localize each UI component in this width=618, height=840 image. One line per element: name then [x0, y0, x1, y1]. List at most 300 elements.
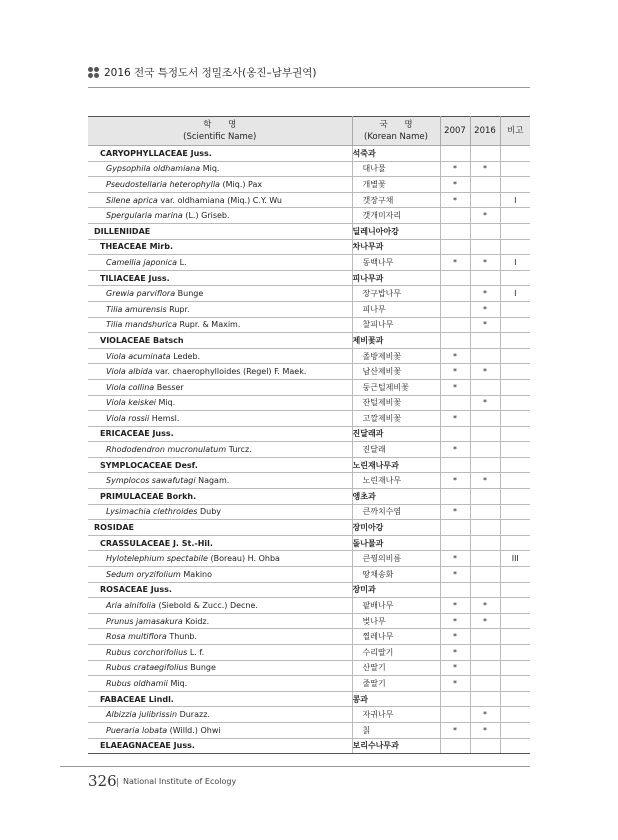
- korean-name-cell: 장구밥나무: [352, 286, 440, 302]
- species-author: Bunge: [177, 289, 204, 299]
- record-2016-cell: *: [470, 301, 500, 317]
- record-2007-cell: [440, 317, 470, 333]
- note-cell: [500, 504, 530, 520]
- species-author: Ledeb.: [173, 351, 201, 361]
- bullet-dots-icon: [88, 67, 100, 79]
- record-2007-cell: [440, 146, 470, 162]
- taxon-name: SYMPLOCACEAE Desf.: [100, 460, 198, 470]
- korean-name-cell: 큰까치수염: [352, 504, 440, 520]
- record-2007-cell: *: [440, 161, 470, 177]
- scientific-name-cell: [88, 613, 352, 629]
- species-row: [88, 567, 530, 583]
- korean-name-cell: 피나무과: [352, 270, 440, 286]
- record-2016-cell: *: [470, 255, 500, 271]
- species-row: [88, 676, 530, 692]
- scientific-name-cell: [88, 146, 352, 162]
- record-2007-cell: [440, 738, 470, 754]
- col-korean-name-ko: 국 명: [379, 120, 413, 130]
- species-binomial: Tilia amurensis: [106, 304, 167, 314]
- record-2016-cell: [470, 567, 500, 583]
- table-header-row: [88, 117, 530, 146]
- species-row: [88, 192, 530, 208]
- korean-name-cell: 졸방제비꽃: [352, 348, 440, 364]
- species-author: Rupr.: [169, 304, 190, 314]
- taxon-name: THEACEAE Mirb.: [100, 242, 173, 252]
- running-header: [88, 64, 530, 82]
- scientific-name-cell: [88, 177, 352, 193]
- korean-name-cell: 갯개미자리: [352, 208, 440, 224]
- korean-name-cell: 장미과: [352, 582, 440, 598]
- record-2007-cell: *: [440, 660, 470, 676]
- note-cell: III: [500, 551, 530, 567]
- record-2016-cell: [470, 146, 500, 162]
- family-row: [88, 333, 530, 349]
- note-cell: [500, 395, 530, 411]
- species-binomial: Silene aprica: [106, 195, 158, 205]
- korean-name-cell: 칡: [352, 722, 440, 738]
- record-2007-cell: [440, 208, 470, 224]
- species-binomial: Viola collina: [106, 382, 155, 392]
- species-binomial: Symplocos sawafutagi: [106, 476, 196, 486]
- record-2016-cell: [470, 676, 500, 692]
- record-2007-cell: *: [440, 504, 470, 520]
- korean-name-cell: 벚나무: [352, 613, 440, 629]
- scientific-name-cell: [88, 270, 352, 286]
- record-2016-cell: [470, 239, 500, 255]
- note-cell: [500, 364, 530, 380]
- record-2007-cell: *: [440, 551, 470, 567]
- record-2007-cell: [440, 457, 470, 473]
- record-2007-cell: [440, 333, 470, 349]
- scientific-name-cell: [88, 722, 352, 738]
- note-cell: [500, 598, 530, 614]
- scientific-name-cell: [88, 379, 352, 395]
- species-row: [88, 379, 530, 395]
- record-2016-cell: [470, 223, 500, 239]
- korean-name-cell: 잔털제비꽃: [352, 395, 440, 411]
- species-author: Koidz.: [185, 616, 210, 626]
- record-2007-cell: [440, 582, 470, 598]
- species-row: [88, 442, 530, 458]
- species-author: Besser: [156, 382, 184, 392]
- note-cell: [500, 379, 530, 395]
- species-author: Rupr. & Maxim.: [179, 320, 241, 330]
- species-row: [88, 286, 530, 302]
- korean-name-cell: 큰꿩의비름: [352, 551, 440, 567]
- korean-name-cell: 고깔제비꽃: [352, 411, 440, 427]
- species-row: [88, 551, 530, 567]
- family-row: [88, 457, 530, 473]
- family-row: [88, 489, 530, 505]
- scientific-name-cell: [88, 676, 352, 692]
- note-cell: I: [500, 192, 530, 208]
- scientific-name-cell: [88, 520, 352, 536]
- species-binomial: Viola keiskei: [106, 398, 156, 408]
- scientific-name-cell: [88, 364, 352, 380]
- note-cell: [500, 691, 530, 707]
- scientific-name-cell: [88, 473, 352, 489]
- record-2016-cell: [470, 520, 500, 536]
- taxon-name: CRASSULACEAE J. St.-Hil.: [100, 538, 213, 548]
- species-binomial: Viola rossii: [106, 413, 150, 423]
- record-2007-cell: *: [440, 348, 470, 364]
- species-binomial: Albizzia julibrissin: [106, 710, 178, 720]
- species-binomial: Rubus corchorifolius: [106, 647, 188, 657]
- record-2016-cell: [470, 426, 500, 442]
- korean-name-cell: 갯장구채: [352, 192, 440, 208]
- record-2016-cell: [470, 551, 500, 567]
- scientific-name-cell: [88, 317, 352, 333]
- record-2016-cell: *: [470, 722, 500, 738]
- subclass-row: [88, 223, 530, 239]
- note-cell: [500, 270, 530, 286]
- record-2016-cell: *: [470, 613, 500, 629]
- record-2016-cell: [470, 457, 500, 473]
- col-korean-name-en: (Korean Name): [364, 132, 428, 142]
- col-korean-name: [352, 117, 440, 146]
- species-binomial: Lysimachia clethroides: [106, 507, 198, 517]
- record-2007-cell: *: [440, 598, 470, 614]
- scientific-name-cell: [88, 457, 352, 473]
- species-row: [88, 161, 530, 177]
- scientific-name-cell: [88, 551, 352, 567]
- korean-name-cell: 땅채송화: [352, 567, 440, 583]
- taxon-name: FABACEAE Lindl.: [100, 694, 174, 704]
- scientific-name-cell: [88, 208, 352, 224]
- family-row: [88, 146, 530, 162]
- korean-name-cell: 산딸기: [352, 660, 440, 676]
- korean-name-cell: 찔레나무: [352, 629, 440, 645]
- species-author: Miq.: [170, 678, 188, 688]
- species-row: [88, 707, 530, 723]
- species-row: [88, 208, 530, 224]
- species-author: var. chaerophylloides (Regel) F. Maek.: [155, 367, 307, 377]
- note-cell: [500, 208, 530, 224]
- note-cell: I: [500, 255, 530, 271]
- note-cell: [500, 489, 530, 505]
- scientific-name-cell: [88, 582, 352, 598]
- korean-name-cell: 제비꽃과: [352, 333, 440, 349]
- scientific-name-cell: [88, 348, 352, 364]
- species-binomial: Tilia mandshurica: [106, 320, 177, 330]
- note-cell: [500, 146, 530, 162]
- korean-name-cell: 진달래: [352, 442, 440, 458]
- taxon-name: PRIMULACEAE Borkh.: [100, 491, 197, 501]
- note-cell: [500, 442, 530, 458]
- korean-name-cell: 장미아강: [352, 520, 440, 536]
- species-author: (Miq.) Pax: [222, 179, 263, 189]
- record-2016-cell: *: [470, 317, 500, 333]
- species-binomial: Spergularia marina: [106, 211, 183, 221]
- species-binomial: Camellia japonica: [106, 257, 178, 267]
- note-cell: [500, 520, 530, 536]
- family-row: [88, 582, 530, 598]
- record-2007-cell: *: [440, 411, 470, 427]
- species-author: Miq.: [158, 398, 176, 408]
- scientific-name-cell: [88, 707, 352, 723]
- species-binomial: Hylotelephium spectabile: [106, 554, 208, 564]
- species-row: [88, 722, 530, 738]
- species-row: [88, 473, 530, 489]
- species-binomial: Pseudostellaria heterophylla: [106, 179, 220, 189]
- record-2016-cell: *: [470, 364, 500, 380]
- korean-name-cell: 대나물: [352, 161, 440, 177]
- record-2007-cell: [440, 426, 470, 442]
- scientific-name-cell: [88, 411, 352, 427]
- footer-divider: [60, 766, 530, 767]
- note-cell: [500, 161, 530, 177]
- record-2016-cell: [470, 738, 500, 754]
- scientific-name-cell: [88, 567, 352, 583]
- species-binomial: Grewia parviflora: [106, 289, 176, 299]
- species-binomial: Rosa multiflora: [106, 632, 167, 642]
- record-2007-cell: [440, 535, 470, 551]
- species-binomial: Viola albida: [106, 367, 153, 377]
- note-cell: [500, 177, 530, 193]
- scientific-name-cell: [88, 660, 352, 676]
- scientific-name-cell: [88, 286, 352, 302]
- scientific-name-cell: [88, 489, 352, 505]
- species-author: L.: [179, 257, 187, 267]
- korean-name-cell: 수리딸기: [352, 645, 440, 661]
- record-2016-cell: *: [470, 473, 500, 489]
- scientific-name-cell: [88, 535, 352, 551]
- species-binomial: Pueraria lobata: [106, 725, 168, 735]
- record-2016-cell: [470, 411, 500, 427]
- korean-name-cell: 콩과: [352, 691, 440, 707]
- taxon-name: ELAEAGNACEAE Juss.: [100, 741, 195, 751]
- species-author: Miq.: [202, 164, 220, 174]
- note-cell: [500, 567, 530, 583]
- record-2007-cell: *: [440, 364, 470, 380]
- record-2016-cell: *: [470, 598, 500, 614]
- species-author: Duby: [200, 507, 222, 517]
- species-row: [88, 255, 530, 271]
- note-cell: [500, 660, 530, 676]
- record-2007-cell: *: [440, 676, 470, 692]
- col-scientific-name-en: (Scientific Name): [183, 132, 257, 142]
- species-author: Turcz.: [228, 445, 252, 455]
- species-row: [88, 660, 530, 676]
- note-cell: [500, 676, 530, 692]
- record-2007-cell: [440, 691, 470, 707]
- record-2016-cell: *: [470, 286, 500, 302]
- record-2007-cell: *: [440, 379, 470, 395]
- family-row: [88, 270, 530, 286]
- record-2007-cell: *: [440, 629, 470, 645]
- record-2007-cell: *: [440, 255, 470, 271]
- korean-name-cell: 딜레니아아강: [352, 223, 440, 239]
- species-row: [88, 177, 530, 193]
- record-2007-cell: *: [440, 442, 470, 458]
- record-2016-cell: *: [470, 395, 500, 411]
- record-2007-cell: [440, 223, 470, 239]
- species-binomial: Rubus oldhamii: [106, 678, 168, 688]
- record-2007-cell: [440, 520, 470, 536]
- korean-name-cell: 남산제비꽃: [352, 364, 440, 380]
- record-2016-cell: [470, 535, 500, 551]
- record-2016-cell: *: [470, 161, 500, 177]
- record-2016-cell: [470, 348, 500, 364]
- species-author: Thunb.: [169, 632, 198, 642]
- record-2007-cell: *: [440, 177, 470, 193]
- footer-separator: [117, 778, 118, 787]
- species-binomial: Aria alnifolia: [106, 601, 156, 611]
- note-cell: I: [500, 286, 530, 302]
- korean-name-cell: 개별꽃: [352, 177, 440, 193]
- scientific-name-cell: [88, 192, 352, 208]
- record-2016-cell: [470, 582, 500, 598]
- taxon-name: DILLENIIDAE: [94, 226, 151, 236]
- scientific-name-cell: [88, 239, 352, 255]
- note-cell: [500, 239, 530, 255]
- korean-name-cell: 줄딸기: [352, 676, 440, 692]
- taxon-name: ROSACEAE Juss.: [100, 585, 172, 595]
- species-author: var. oldhamiana (Miq.) C.Y. Wu: [160, 195, 282, 205]
- record-2016-cell: [470, 629, 500, 645]
- species-author: (Boreau) H. Ohba: [210, 554, 280, 564]
- record-2007-cell: *: [440, 473, 470, 489]
- species-author: L. f.: [189, 647, 205, 657]
- record-2016-cell: *: [470, 707, 500, 723]
- korean-name-cell: 노린재나무: [352, 473, 440, 489]
- korean-name-cell: 진달래과: [352, 426, 440, 442]
- record-2016-cell: [470, 645, 500, 661]
- korean-name-cell: 찰피나무: [352, 317, 440, 333]
- species-row: [88, 348, 530, 364]
- note-cell: [500, 333, 530, 349]
- species-author: Hemsl.: [151, 413, 180, 423]
- species-binomial: Rhododendron mucronulatum: [106, 445, 227, 455]
- species-author: (L.) Griseb.: [185, 211, 230, 221]
- species-author: (Siebold & Zucc.) Decne.: [158, 601, 258, 611]
- record-2007-cell: [440, 395, 470, 411]
- species-row: [88, 364, 530, 380]
- korean-name-cell: 피나무: [352, 301, 440, 317]
- note-cell: [500, 535, 530, 551]
- subclass-row: [88, 520, 530, 536]
- species-row: [88, 411, 530, 427]
- record-2016-cell: [470, 504, 500, 520]
- note-cell: [500, 317, 530, 333]
- header-divider: [88, 87, 530, 88]
- species-row: [88, 504, 530, 520]
- record-2007-cell: *: [440, 567, 470, 583]
- species-author: Durazz.: [179, 710, 210, 720]
- note-cell: [500, 473, 530, 489]
- note-cell: [500, 582, 530, 598]
- family-row: [88, 691, 530, 707]
- note-cell: [500, 411, 530, 427]
- note-cell: [500, 457, 530, 473]
- species-author: Nagam.: [198, 476, 230, 486]
- note-cell: [500, 613, 530, 629]
- taxon-name: ROSIDAE: [94, 523, 134, 533]
- species-row: [88, 598, 530, 614]
- note-cell: [500, 629, 530, 645]
- record-2016-cell: [470, 270, 500, 286]
- korean-name-cell: 돌나물과: [352, 535, 440, 551]
- taxon-name: VIOLACEAE Batsch: [100, 335, 184, 345]
- scientific-name-cell: [88, 426, 352, 442]
- species-binomial: Gypsophila oldhamiana: [106, 164, 201, 174]
- species-binomial: Rubus crataegifolius: [106, 663, 188, 673]
- record-2016-cell: [470, 691, 500, 707]
- note-cell: [500, 223, 530, 239]
- col-note: 비고: [500, 117, 530, 146]
- species-row: [88, 629, 530, 645]
- scientific-name-cell: [88, 395, 352, 411]
- species-binomial: Viola acuminata: [106, 351, 171, 361]
- scientific-name-cell: [88, 301, 352, 317]
- family-row: [88, 426, 530, 442]
- taxon-name: ERICACEAE Juss.: [100, 429, 174, 439]
- species-table: [88, 116, 530, 754]
- scientific-name-cell: [88, 598, 352, 614]
- korean-name-cell: 노린재나무과: [352, 457, 440, 473]
- note-cell: [500, 738, 530, 754]
- scientific-name-cell: [88, 333, 352, 349]
- record-2007-cell: [440, 239, 470, 255]
- scientific-name-cell: [88, 161, 352, 177]
- record-2007-cell: *: [440, 192, 470, 208]
- note-cell: [500, 301, 530, 317]
- record-2016-cell: [470, 192, 500, 208]
- record-2016-cell: [470, 379, 500, 395]
- species-row: [88, 613, 530, 629]
- korean-name-cell: 팥배나무: [352, 598, 440, 614]
- scientific-name-cell: [88, 629, 352, 645]
- record-2007-cell: [440, 286, 470, 302]
- species-author: Makino: [183, 569, 213, 579]
- col-scientific-name: [88, 117, 352, 146]
- family-row: [88, 239, 530, 255]
- korean-name-cell: 동백나무: [352, 255, 440, 271]
- family-row: [88, 738, 530, 754]
- header-title: 2016 전국 특정도서 정밀조사(옹진–남부권역): [104, 67, 317, 79]
- footer-institute: National Institute of Ecology: [123, 777, 237, 786]
- species-author: (Willd.) Ohwi: [169, 725, 221, 735]
- record-2016-cell: [470, 489, 500, 505]
- record-2016-cell: [470, 660, 500, 676]
- species-row: [88, 395, 530, 411]
- record-2007-cell: *: [440, 613, 470, 629]
- note-cell: [500, 645, 530, 661]
- note-cell: [500, 707, 530, 723]
- scientific-name-cell: [88, 691, 352, 707]
- scientific-name-cell: [88, 738, 352, 754]
- family-row: [88, 535, 530, 551]
- species-binomial: Sedum oryzifolium: [106, 569, 181, 579]
- record-2016-cell: [470, 177, 500, 193]
- scientific-name-cell: [88, 504, 352, 520]
- record-2007-cell: [440, 270, 470, 286]
- scientific-name-cell: [88, 645, 352, 661]
- record-2016-cell: *: [470, 208, 500, 224]
- scientific-name-cell: [88, 223, 352, 239]
- page-number: 326: [88, 772, 117, 790]
- note-cell: [500, 348, 530, 364]
- korean-name-cell: 앵초과: [352, 489, 440, 505]
- korean-name-cell: 둥근털제비꽃: [352, 379, 440, 395]
- record-2007-cell: *: [440, 722, 470, 738]
- record-2007-cell: [440, 489, 470, 505]
- species-binomial: Prunus jamasakura: [106, 616, 183, 626]
- col-2016: 2016: [470, 117, 500, 146]
- scientific-name-cell: [88, 442, 352, 458]
- record-2007-cell: [440, 707, 470, 723]
- korean-name-cell: 자귀나무: [352, 707, 440, 723]
